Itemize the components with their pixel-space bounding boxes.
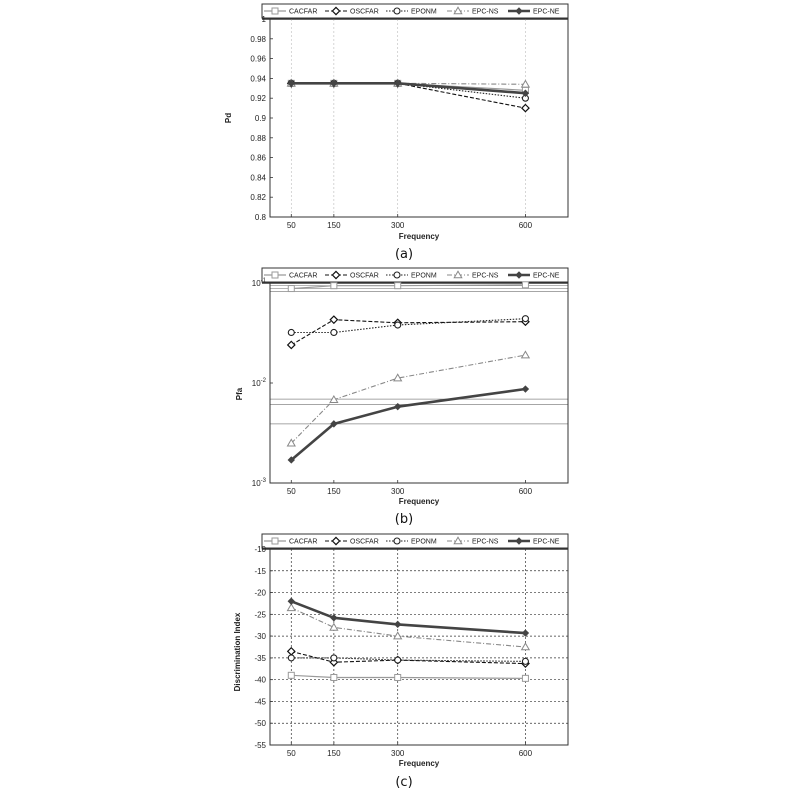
data-point <box>522 643 530 650</box>
data-point <box>395 283 401 289</box>
series-epc-ne <box>288 598 528 636</box>
y-tick-label: $10^{-3}$ <box>251 478 266 488</box>
legend-label: CACFAR <box>289 538 318 546</box>
chart-panel-c <box>233 534 568 790</box>
legend-label: OSCFAR <box>350 272 379 280</box>
legend-label: EPC-NS <box>472 272 499 280</box>
legend-label: EPC-NE <box>533 272 560 280</box>
x-tick-label: 150 <box>327 749 341 758</box>
data-point <box>288 286 294 292</box>
series-line <box>291 320 525 345</box>
data-point <box>394 632 402 639</box>
y-tick-label: 0.98 <box>250 34 266 44</box>
chart-panel-b <box>235 268 568 527</box>
legend <box>264 271 560 279</box>
series-line <box>291 83 525 108</box>
series-epc-ne <box>288 386 528 463</box>
x-tick-label: 600 <box>518 221 533 230</box>
data-point <box>395 322 401 328</box>
x-tick-label: 50 <box>286 487 296 496</box>
x-tick-label: 600 <box>518 749 533 758</box>
y-tick-label: -20 <box>254 588 266 598</box>
legend-marker <box>332 7 339 14</box>
data-point <box>331 674 337 680</box>
data-point <box>330 624 338 631</box>
y-tick-label: -10 <box>254 545 266 554</box>
data-point <box>288 341 295 348</box>
y-tick-label: -50 <box>254 719 266 729</box>
data-point <box>287 604 295 611</box>
legend-marker <box>272 272 278 278</box>
legend-label: EPONM <box>411 538 437 546</box>
y-tick-label: 0.92 <box>250 94 266 104</box>
data-point <box>288 648 295 655</box>
chart-panel-a <box>224 4 568 262</box>
legend-label: EPONM <box>411 8 437 16</box>
x-tick-label: 150 <box>327 487 341 496</box>
legend-marker <box>332 537 339 544</box>
legend-marker <box>516 8 522 14</box>
y-tick-label: 0.82 <box>250 193 266 203</box>
y-tick-label: $10^{-2}$ <box>251 378 266 388</box>
legend-label: EPC-NS <box>472 8 499 16</box>
y-tick-label: $10^{-1}$ <box>251 278 266 288</box>
legend-marker <box>394 538 400 544</box>
series-line <box>291 675 525 678</box>
series-line <box>291 651 525 663</box>
data-point <box>522 658 528 664</box>
y-tick-label: -25 <box>254 610 266 620</box>
legend-marker <box>394 272 400 278</box>
legend <box>264 537 560 545</box>
data-point <box>522 316 528 322</box>
legend <box>264 7 560 15</box>
y-tick-label: -45 <box>254 697 266 707</box>
x-tick-label: 50 <box>286 749 296 758</box>
data-point <box>522 282 528 288</box>
y-axis-label: Pfa <box>235 387 244 401</box>
legend-label: EPONM <box>411 272 437 280</box>
x-axis-label: Frequency <box>398 759 440 768</box>
series-line <box>291 319 525 333</box>
y-tick-label: 0.9 <box>254 114 266 123</box>
y-tick-label: 0.88 <box>250 133 266 143</box>
legend-marker <box>272 538 278 544</box>
data-point <box>522 630 528 636</box>
x-tick-label: 300 <box>391 221 405 230</box>
data-point <box>522 675 528 681</box>
legend-marker <box>516 272 522 278</box>
data-point <box>522 105 529 112</box>
data-point <box>331 283 337 289</box>
series-oscfar <box>288 648 529 667</box>
y-axis-label: Discrimination Index <box>233 612 242 692</box>
series-cacfar <box>288 672 528 681</box>
plot-frame <box>270 19 568 217</box>
legend-label: CACFAR <box>289 8 318 16</box>
x-tick-label: 50 <box>286 221 296 230</box>
series-line <box>291 389 525 460</box>
y-tick-label: -15 <box>254 566 266 576</box>
y-tick-label: 0.94 <box>250 74 266 84</box>
panel-caption: (a) <box>394 247 414 262</box>
series-eponm <box>288 655 528 664</box>
x-tick-label: 300 <box>391 749 405 758</box>
data-point <box>330 316 337 323</box>
data-point <box>331 655 337 661</box>
plot-frame <box>270 283 568 483</box>
series-line <box>291 658 525 662</box>
legend-marker <box>272 8 278 14</box>
y-tick-label: -35 <box>254 653 266 663</box>
x-tick-label: 150 <box>327 221 341 230</box>
y-tick-label: -40 <box>254 675 266 685</box>
data-point <box>288 672 294 678</box>
legend-label: EPC-NE <box>533 538 560 546</box>
y-axis-label: Pd <box>224 112 233 124</box>
legend-marker <box>332 271 339 278</box>
panel-caption: (c) <box>395 775 413 790</box>
x-axis-label: Frequency <box>398 232 440 241</box>
legend-marker <box>394 8 400 14</box>
legend-label: CACFAR <box>289 272 318 280</box>
series-oscfar <box>288 316 529 349</box>
x-tick-label: 300 <box>391 487 405 496</box>
data-point <box>288 655 294 661</box>
panel-caption: (b) <box>394 512 414 527</box>
data-point <box>522 351 530 358</box>
y-tick-label: 0.8 <box>254 213 266 222</box>
y-tick-label: 0.84 <box>250 173 266 183</box>
legend-label: OSCFAR <box>350 8 379 16</box>
data-point <box>331 329 337 335</box>
legend-label: OSCFAR <box>350 538 379 546</box>
x-tick-label: 600 <box>518 487 533 496</box>
legend-label: EPC-NE <box>533 8 560 16</box>
data-point <box>288 329 294 335</box>
y-tick-label: -30 <box>254 632 266 642</box>
x-axis-label: Frequency <box>398 497 440 506</box>
data-point <box>395 674 401 680</box>
legend-label: EPC-NS <box>472 538 499 546</box>
data-point <box>522 386 528 392</box>
data-point <box>395 657 401 663</box>
data-point <box>395 621 401 627</box>
series-epc-ns <box>287 604 529 650</box>
series-line <box>291 601 525 633</box>
legend-marker <box>516 538 522 544</box>
y-tick-label: 0.96 <box>250 54 266 64</box>
y-tick-label: 1 <box>261 15 266 24</box>
y-tick-label: 0.86 <box>250 153 266 163</box>
y-tick-label: -55 <box>254 741 266 750</box>
